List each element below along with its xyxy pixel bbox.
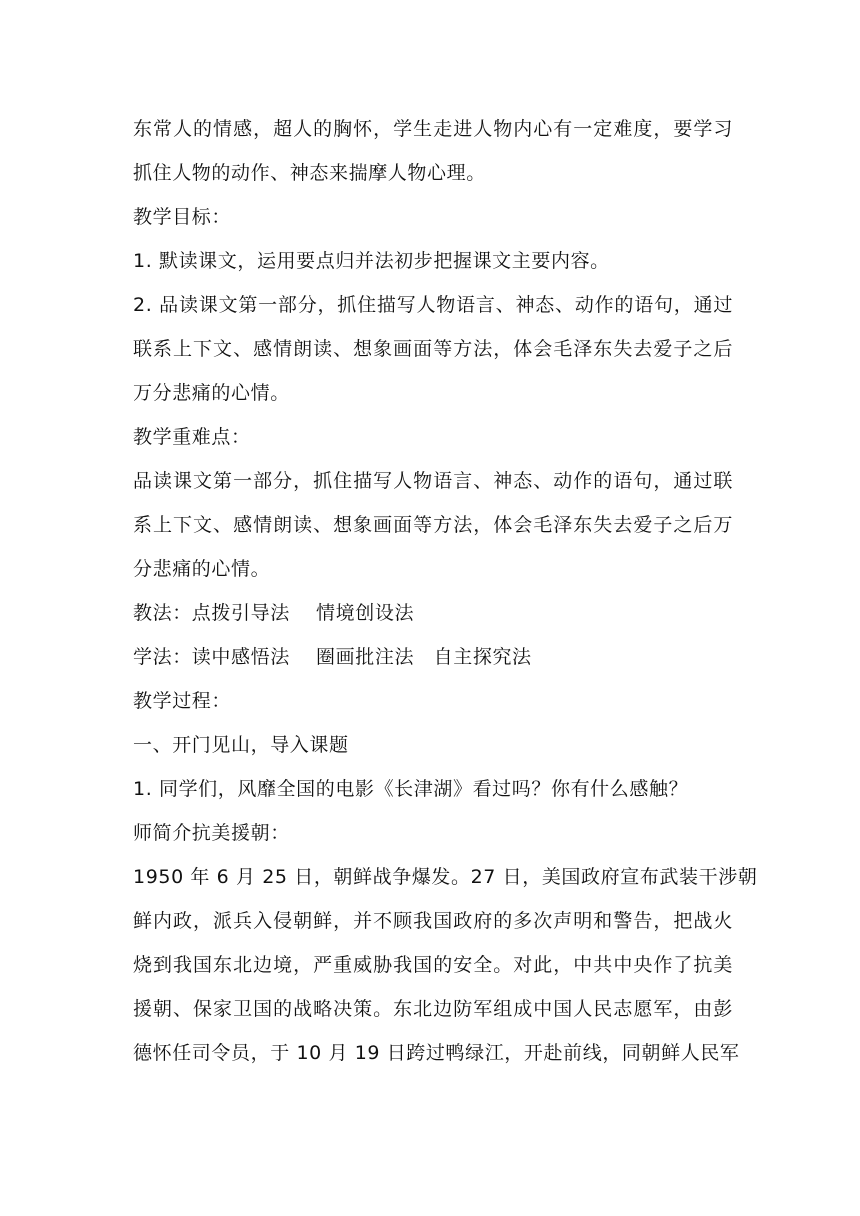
section-heading: 教学过程： xyxy=(133,690,232,712)
text-line: 系上下文、感情朗读、想象画面等方法，体会毛泽东失去爱子之后万 xyxy=(133,514,733,536)
text-line: 援朝、保家卫国的战略决策。东北边防军组成中国人民志愿军，由彭 xyxy=(133,998,733,1020)
text-line: 抓住人物的动作、神态来揣摩人物心理。 xyxy=(133,162,486,184)
text-line: 品读课文第一部分，抓住描写人物语言、神态、动作的语句，通过联 xyxy=(133,470,733,492)
text-line: 2. 品读课文第一部分，抓住描写人物语言、神态、动作的语句，通过 xyxy=(133,294,733,316)
text-line: 烧到我国东北边境，严重威胁我国的安全。对此，中共中央作了抗美 xyxy=(133,954,733,976)
text-line: 学法：读中感悟法 圈画批注法 自主探究法 xyxy=(133,646,532,668)
text-line: 鲜内政，派兵入侵朝鲜，并不顾我国政府的多次声明和警告，把战火 xyxy=(133,910,733,932)
section-heading: 一、开门见山，导入课题 xyxy=(133,734,349,756)
text-line: 分悲痛的心情。 xyxy=(133,558,271,580)
text-line: 教法：点拨引导法 情境创设法 xyxy=(133,602,415,624)
text-line: 1950 年 6 月 25 日，朝鲜战争爆发。27 日，美国政府宣布武装干涉朝 xyxy=(133,866,758,888)
text-line: 联系上下文、感情朗读、想象画面等方法，体会毛泽东失去爱子之后 xyxy=(133,338,733,360)
section-heading: 教学目标： xyxy=(133,206,232,228)
document-body xyxy=(133,107,758,1075)
text-line: 师简介抗美援朝： xyxy=(133,822,290,844)
text-line: 德怀任司令员，于 10 月 19 日跨过鸭绿江，开赴前线，同朝鲜人民军 xyxy=(133,1042,740,1064)
text-line: 东常人的情感，超人的胸怀，学生走进人物内心有一定难度，要学习 xyxy=(133,118,733,140)
text-line: 1. 默读课文，运用要点归并法初步把握课文主要内容。 xyxy=(133,250,610,272)
text-line: 万分悲痛的心情。 xyxy=(133,382,290,404)
text-line: 1. 同学们，风靡全国的电影《长津湖》看过吗？你有什么感触？ xyxy=(133,778,689,800)
section-heading: 教学重难点： xyxy=(133,426,251,448)
